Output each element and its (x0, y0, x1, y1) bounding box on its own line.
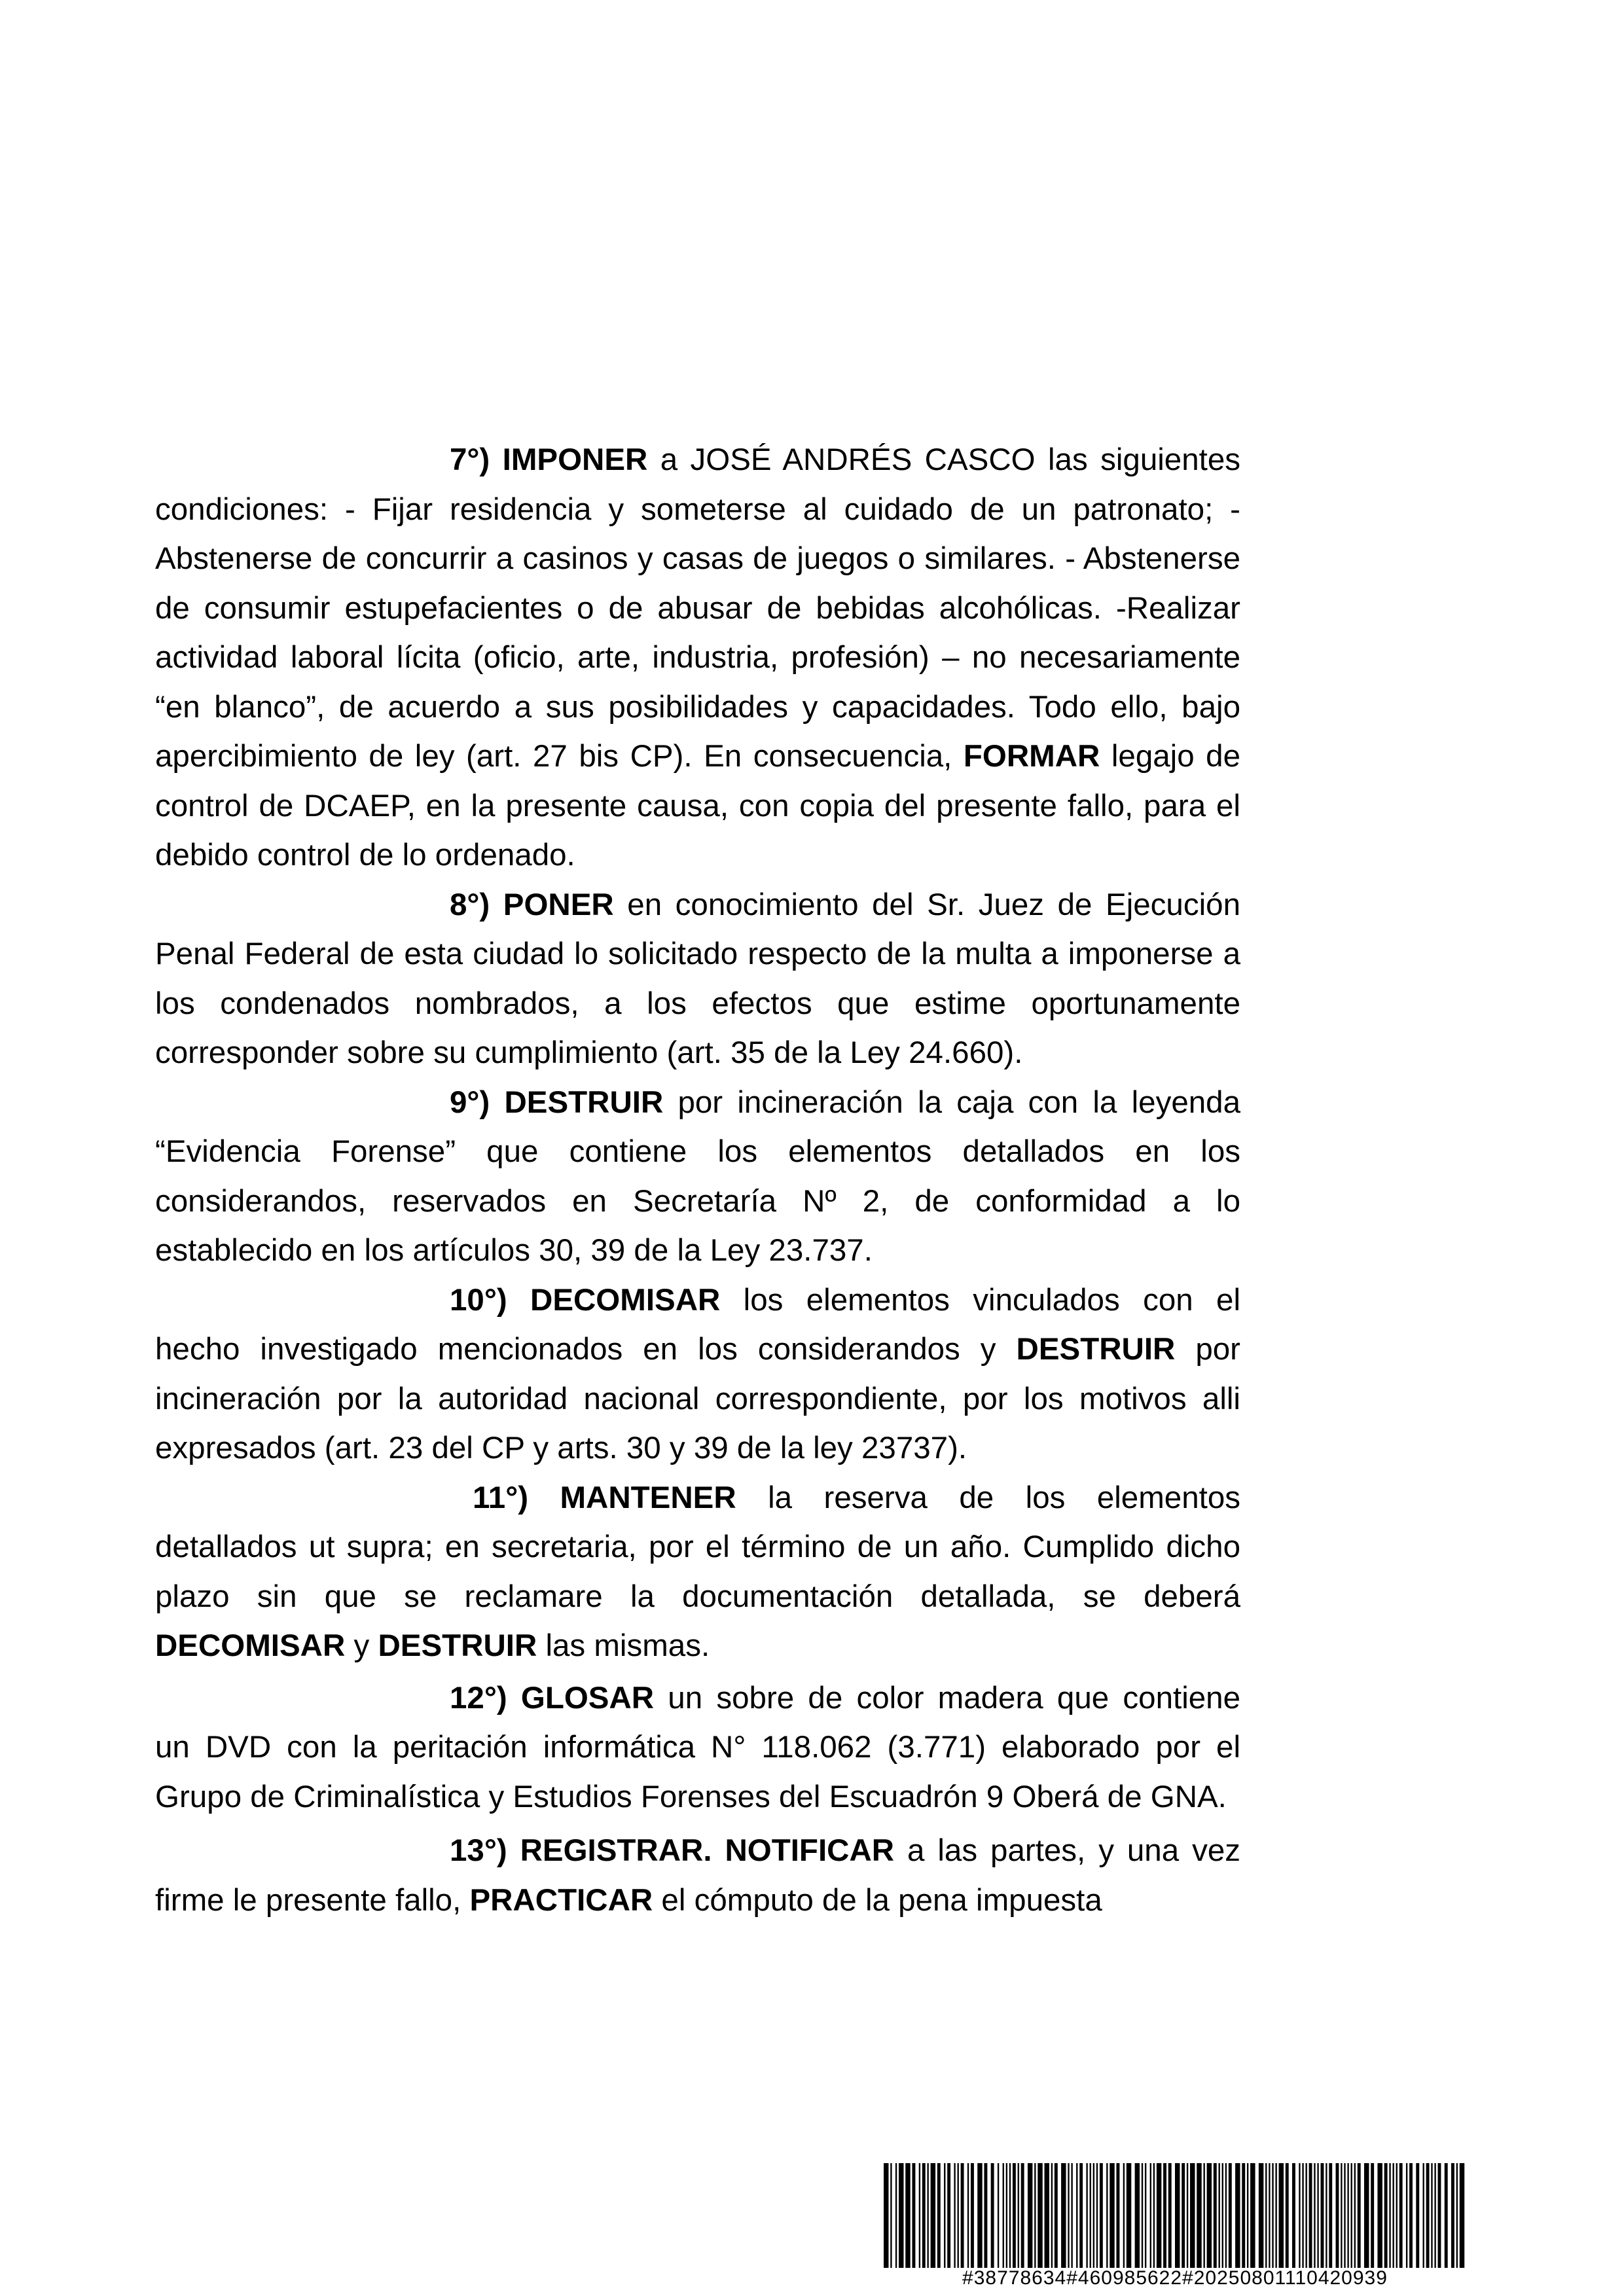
barcode-bar (1203, 2163, 1204, 2268)
barcode-bar (1250, 2163, 1255, 2268)
barcode-bar (1406, 2163, 1407, 2268)
barcode-bar (961, 2163, 964, 2268)
barcode-bar (1265, 2163, 1267, 2268)
barcode-bar (937, 2163, 941, 2268)
barcode-bar (1034, 2163, 1036, 2268)
barcode-bar (1358, 2163, 1361, 2268)
barcode-bar (1445, 2163, 1448, 2268)
barcode-bar (958, 2163, 959, 2268)
barcode-bar (1438, 2163, 1441, 2268)
barcode-bar (1426, 2163, 1430, 2268)
barcode-bar (984, 2163, 987, 2268)
resolution-item-7 (155, 435, 1240, 880)
barcode-bar (1009, 2163, 1011, 2268)
barcode-bar (1225, 2163, 1227, 2268)
segment: 11°) MANTENER (473, 1480, 736, 1515)
barcode-bar (1269, 2163, 1270, 2268)
resolution-item-8 (155, 880, 1240, 1078)
barcode-bar (1214, 2163, 1217, 2268)
barcode-bar (1076, 2163, 1077, 2268)
barcode-bar (1096, 2163, 1098, 2268)
barcode-bar (927, 2163, 928, 2268)
barcode-bar (1127, 2163, 1131, 2268)
barcode-bar (1142, 2163, 1143, 2268)
barcode-bar (931, 2163, 935, 2268)
barcode-bar (1028, 2163, 1032, 2268)
segment: el cómputo de la pena impuesta (653, 1882, 1102, 1918)
barcode (884, 2163, 1466, 2268)
segment: 8°) PONER (450, 887, 614, 922)
barcode-bar (1344, 2163, 1345, 2268)
barcode-bar (998, 2163, 999, 2268)
barcode-bar (1038, 2163, 1042, 2268)
barcode-bar (971, 2163, 974, 2268)
barcode-bar (1299, 2163, 1300, 2268)
barcode-bar (1123, 2163, 1125, 2268)
barcode-bar (1336, 2163, 1339, 2268)
barcode-bar (1279, 2163, 1284, 2268)
barcode-bar (1055, 2163, 1058, 2268)
barcode-bar (1341, 2163, 1342, 2268)
barcode-bar (1051, 2163, 1053, 2268)
barcode-bar (1456, 2163, 1458, 2268)
barcode-bar (1275, 2163, 1276, 2268)
segment: DECOMISAR (155, 1628, 346, 1663)
barcode-bar (1371, 2163, 1374, 2268)
barcode-bar (1431, 2163, 1432, 2268)
segment: por incineración por la autoridad nacional correspondiente, por los motivos alli expresados (art. 23 del CP y arts. 30 y 39 de la ley 23737). (155, 1332, 1240, 1465)
barcode-bar (1175, 2163, 1180, 2268)
resolution-item-13 (155, 1826, 1240, 1925)
barcode-bar (1145, 2163, 1146, 2268)
barcode-bar (1272, 2163, 1273, 2268)
barcode-bar (1100, 2163, 1103, 2268)
barcode-bar (912, 2163, 915, 2268)
barcode-bar (1190, 2163, 1195, 2268)
barcode-bar (1229, 2163, 1232, 2268)
barcode-bar (890, 2163, 892, 2268)
barcode-bar (1423, 2163, 1424, 2268)
barcode-bar (1242, 2163, 1245, 2268)
barcode-bar (1329, 2163, 1332, 2268)
barcode-bar (1354, 2163, 1356, 2268)
barcode-bar (1259, 2163, 1263, 2268)
document-body (155, 435, 1240, 1925)
barcode-bar (1071, 2163, 1072, 2268)
barcode-bar (1347, 2163, 1348, 2268)
barcode-bar (1409, 2163, 1413, 2268)
barcode-bar (1013, 2163, 1016, 2268)
resolution-item-9 (155, 1078, 1240, 1276)
barcode-bar (922, 2163, 926, 2268)
barcode-bar (1314, 2163, 1315, 2268)
barcode-bar (954, 2163, 955, 2268)
resolution-item-11 (155, 1473, 1240, 1671)
barcode-bar (1207, 2163, 1212, 2268)
barcode-bar (1061, 2163, 1066, 2268)
segment: y (345, 1628, 378, 1663)
barcode-bar (1451, 2163, 1454, 2268)
barcode-bar (1351, 2163, 1352, 2268)
barcode-bar (967, 2163, 969, 2268)
barcode-bar (1045, 2163, 1049, 2268)
barcode-bar (1434, 2163, 1435, 2268)
segment: por incineración la caja con la leyenda “Evidencia Forense” que contiene los elementos detallados en los considerandos, reservados en Secretaría Nº 2, de conformidad a lo establecido en los artículos 30, 39 de la Ley 23.737. (155, 1085, 1240, 1268)
barcode-bar (1187, 2163, 1188, 2268)
barcode-bar (1197, 2163, 1201, 2268)
barcode-bar (1106, 2163, 1108, 2268)
barcode-bar (1305, 2163, 1307, 2268)
barcode-bar (947, 2163, 950, 2268)
segment: la reserva de los elementos detallados ut supra; en secretaria, por el término de un año. Cumplido dicho plazo sin que se reclamare la documentación detallada, se deberá (155, 1480, 1240, 1614)
segment: 9°) DESTRUIR (450, 1085, 664, 1120)
barcode-bar (905, 2163, 910, 2268)
barcode-bar (1286, 2163, 1289, 2268)
barcode-bar (977, 2163, 982, 2268)
resolution-item-12 (155, 1674, 1240, 1822)
barcode-bar (1218, 2163, 1219, 2268)
barcode-bar (1021, 2163, 1024, 2268)
barcode-bar (1182, 2163, 1185, 2268)
barcode-bar (1317, 2163, 1318, 2268)
barcode-bar (1399, 2163, 1403, 2268)
barcode-bar (1309, 2163, 1312, 2268)
barcode-bar (919, 2163, 920, 2268)
barcode-bar (1302, 2163, 1303, 2268)
barcode-bar (1079, 2163, 1083, 2268)
barcode-block (884, 2163, 1466, 2294)
barcode-bar (1090, 2163, 1091, 2268)
barcode-bar (1321, 2163, 1324, 2268)
barcode-bar (1150, 2163, 1151, 2268)
barcode-bar (1018, 2163, 1019, 2268)
resolution-item-10 (155, 1276, 1240, 1473)
segment: en conocimiento del Sr. Juez de Ejecución Penal Federal de esta ciudad lo solicitado respecto de la multa a imponerse a los condenados nombrados, a los efectos que estime oportunamente corresponder sobre su cumplimiento (art. 35 de la Ley 24.660). (155, 887, 1240, 1070)
barcode-bar (991, 2163, 994, 2268)
barcode-bar (1392, 2163, 1394, 2268)
barcode-bar (1416, 2163, 1419, 2268)
segment: las mismas. (537, 1628, 710, 1663)
barcode-bar (1364, 2163, 1369, 2268)
barcode-bar (1163, 2163, 1166, 2268)
barcode-bar (899, 2163, 903, 2268)
barcode-bar (1222, 2163, 1223, 2268)
barcode-bar (1377, 2163, 1382, 2268)
segment: legajo de control de DCAEP, en la presente causa, con copia del presente fallo, para el debido control de lo ordenado. (155, 739, 1240, 872)
barcode-bar (1003, 2163, 1004, 2268)
segment: 7°) IMPONER (450, 442, 648, 477)
segment: 12°) GLOSAR (450, 1680, 655, 1715)
segment: 10°) DECOMISAR (450, 1282, 721, 1318)
barcode-bar (944, 2163, 945, 2268)
barcode-bar (1116, 2163, 1119, 2268)
barcode-bar (1093, 2163, 1094, 2268)
segment: 13°) REGISTRAR. NOTIFICAR (450, 1833, 895, 1868)
segment: DESTRUIR (1016, 1332, 1176, 1367)
barcode-bar (1460, 2163, 1464, 2268)
segment: los elementos vinculados con el hecho investigado mencionados en los considerandos y (155, 1282, 1241, 1367)
barcode-bar (1086, 2163, 1087, 2268)
barcode-bar (1396, 2163, 1398, 2268)
barcode-bar (895, 2163, 897, 2268)
barcode-bar (1006, 2163, 1007, 2268)
segment: FORMAR (963, 739, 1100, 774)
barcode-bar (1153, 2163, 1155, 2268)
segment: a JOSÉ ANDRÉS CASCO las siguientes condiciones: - Fijar residencia y someterse al cuidado de un patronato; - Abstenerse de concurrir a casinos y casas de juegos o similares. - Abstenerse de consumir estupefacientes o de abusar de bebidas alcohólicas. -Realizar actividad laboral lícita (oficio, arte, industria, profesión) – no necesariamente “en blanco”, de acuerdo a sus posibilidades y capacidades. Todo ello, bajo apercibimiento de ley (art. 27 bis CP). En consecuencia, (155, 442, 1240, 774)
barcode-bar (1389, 2163, 1390, 2268)
barcode-number: #38778634#460985622#20250801110420939 (962, 2267, 1388, 2289)
barcode-bar (1235, 2163, 1240, 2268)
barcode-bar (1168, 2163, 1172, 2268)
segment: a las partes, y una vez firme le presente fallo, (155, 1833, 1241, 1918)
barcode-bar (1157, 2163, 1161, 2268)
barcode-bar (1110, 2163, 1114, 2268)
barcode-bar (1384, 2163, 1388, 2268)
barcode-bar (1068, 2163, 1069, 2268)
segment: un sobre de color madera que contiene un DVD con la peritación informática N° 118.062 (3.771) elaborado por el Grupo de Criminalística y Estudios Forenses del Escuadrón 9 Oberá de GNA. (155, 1680, 1240, 1814)
barcode-bar (1135, 2163, 1140, 2268)
segment: PRACTICAR (469, 1882, 653, 1918)
barcode-bar (884, 2163, 888, 2268)
barcode-bar (1247, 2163, 1248, 2268)
segment: DESTRUIR (378, 1628, 537, 1663)
barcode-bar (1292, 2163, 1295, 2268)
barcode-bar (1326, 2163, 1327, 2268)
